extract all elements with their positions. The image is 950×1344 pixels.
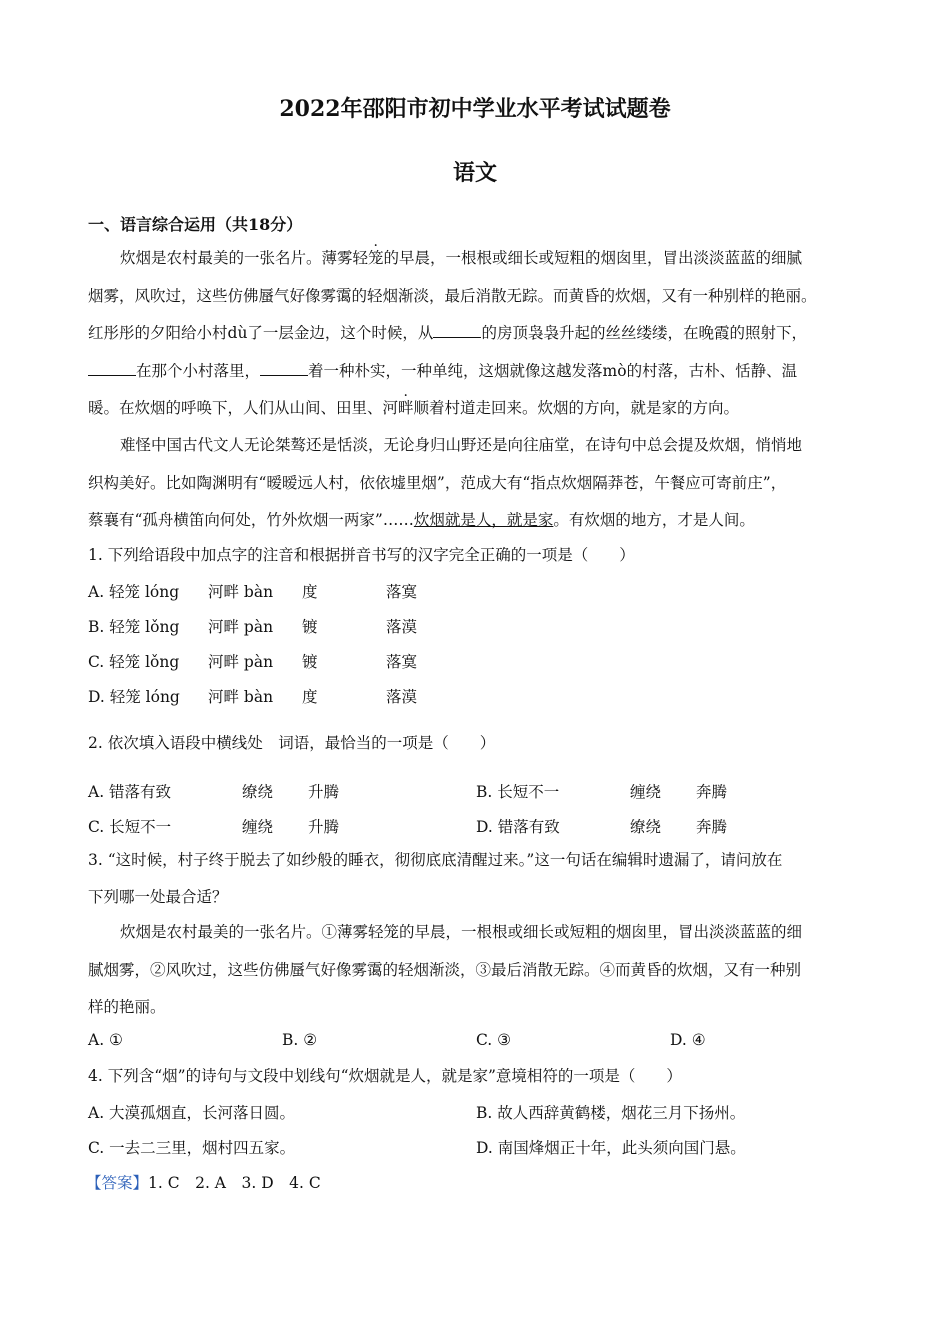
answer-text: 1. C 2. A 3. D 4. C — [148, 1174, 321, 1192]
question-2-stem: 2. 依次填入语段中横线处 词语，最恰当的一项是（ ） — [88, 734, 496, 752]
subject-title: 语文 — [452, 160, 497, 186]
q2-option-d-col1: D. 错落有致 — [476, 818, 560, 836]
q2-option-a-col3: 升腾 — [308, 783, 340, 801]
q2-option-a-col2: 缭绕 — [242, 783, 274, 801]
q1-option-c-col4: 落寞 — [386, 653, 418, 671]
q1-option-c-col1: C. 轻笼 lǒng — [88, 653, 180, 671]
q1-option-a-col3: 度 — [302, 583, 318, 601]
question-1-stem: 1. 下列给语段中加点字的注音和根据拼音书写的汉字完全正确的一项是（ ） — [88, 546, 635, 564]
q1-option-d-col3: 度 — [302, 688, 318, 706]
q2-option-b-col1: B. 长短不一 — [476, 783, 560, 801]
q1-option-c-col3: 镀 — [302, 653, 318, 671]
q1-option-d-col2: 河畔 bàn — [208, 688, 274, 706]
answer-tag: 【答案】 — [86, 1174, 149, 1192]
q2-option-a-col1: A. 错落有致 — [88, 783, 172, 801]
section-heading: 一、语言综合运用（共18分） — [88, 215, 303, 234]
q3-option-d: D. ④ — [670, 1031, 706, 1049]
q4-option-b: B. 故人西辞黄鹤楼，烟花三月下扬州。 — [476, 1104, 746, 1122]
dotted-char: 畔 — [398, 399, 414, 417]
q1-option-b-col3: 镀 — [302, 618, 318, 636]
q2-option-c-col1: C. 长短不一 — [88, 818, 172, 836]
fill-blank — [260, 361, 308, 376]
passage1-line5: 暖。在炊烟的呼唤下，人们从山间、田里、河畔顺着村道走回来。炊烟的方向，就是家的方向。 — [88, 399, 740, 417]
passage2-line1: 难怪中国古代文人无论桀骜还是恬淡，无论身归山野还是向往庙堂，在诗句中总会提及炊烟，悄悄地 — [120, 436, 803, 454]
q3-option-b: B. ② — [282, 1031, 318, 1049]
q1-option-a-col2: 河畔 bàn — [208, 583, 274, 601]
q2-option-d-col2: 缭绕 — [630, 818, 662, 836]
q4-option-d: D. 南国烽烟正十年，此头须向国门悬。 — [476, 1139, 746, 1157]
fill-blank — [433, 323, 481, 338]
q1-option-a-col1: A. 轻笼 lóng — [88, 583, 180, 601]
question-3-stem-line2: 下列哪一处最合适？ — [88, 888, 228, 906]
q4-option-c: C. 一去二三里，烟村四五家。 — [88, 1139, 296, 1157]
fill-blank — [88, 361, 136, 376]
q1-option-d-col4: 落漠 — [386, 688, 418, 706]
passage2-line2: 织构美好。比如陶渊明有“暧暧远人村，依依墟里烟”，范成大有“指点炊烟隔莽苍，午餐应可寄前庄”， — [88, 474, 787, 492]
q1-option-a-col4: 落寞 — [386, 583, 418, 601]
q2-option-b-col3: 奔腾 — [696, 783, 728, 801]
dotted-char: 笼 — [368, 249, 384, 267]
passage1-line3: 红彤彤的夕阳给小村dù了一层金边，这个时候，从 的房顶袅袅升起的丝丝缕缕，在晚霞的照射下， — [88, 324, 807, 342]
answer-line — [86, 1171, 321, 1193]
q1-option-d-col1: D. 轻笼 lóng — [88, 688, 180, 706]
question-4-stem: 4. 下列含“烟”的诗句与文段中划线句“炊烟就是人，就是家”意境相符的一项是（ ） — [88, 1067, 682, 1085]
pinyin: mò — [602, 362, 627, 380]
q2-option-c-col2: 缠绕 — [242, 818, 274, 836]
underlined-sentence: 炊烟就是人，就是家 — [413, 511, 554, 529]
question-3-passage-line2: 腻烟雾，②风吹过，这些仿佛蜃气好像雾霭的轻烟渐淡，③最后消散无踪。④而黄昏的炊烟，又有一种别 — [88, 961, 802, 979]
question-3-passage-line1: 炊烟是农村最美的一张名片。①薄雾轻笼的早晨，一根根或细长或短粗的烟囱里，冒出淡淡蓝蓝的细 — [120, 923, 803, 941]
q2-option-c-col3: 升腾 — [308, 818, 340, 836]
q4-option-a: A. 大漠孤烟直，长河落日圆。 — [88, 1104, 296, 1122]
question-3-passage-line3: 样的艳丽。 — [88, 998, 166, 1016]
question-3-stem-line1: 3. “这时候，村子终于脱去了如纱般的睡衣，彻彻底底清醒过来。”这一句话在编辑时遗漏了，请问放在 — [88, 851, 783, 869]
q3-option-a: A. ① — [88, 1031, 123, 1049]
passage1-line2: 烟雾，风吹过，这些仿佛蜃气好像雾霭的轻烟渐淡，最后消散无踪。而黄昏的炊烟，又有一种别样的艳丽。 — [88, 287, 817, 305]
q1-option-b-col1: B. 轻笼 lǒng — [88, 618, 180, 636]
q2-option-d-col3: 奔腾 — [696, 818, 728, 836]
exam-title: 2022年邵阳市初中学业水平考试试题卷 — [279, 96, 671, 122]
passage2-line3: 蔡襄有“孤舟横笛向何处，竹外炊烟一两家”……炊烟就是人，就是家。有炊烟的地方，才是人间。 — [88, 511, 755, 529]
q1-option-b-col2: 河畔 pàn — [208, 618, 274, 636]
q1-option-b-col4: 落漠 — [386, 618, 418, 636]
pinyin: dù — [227, 324, 248, 342]
passage1-line4: 在那个小村落里， 着一种朴实，一种单纯，这烟就像这越发落mò的村落，古朴、恬静、温 — [88, 361, 797, 381]
q2-option-b-col2: 缠绕 — [630, 783, 662, 801]
q1-option-c-col2: 河畔 pàn — [208, 653, 274, 671]
q3-option-c: C. ③ — [476, 1031, 512, 1049]
passage1-line1: 炊烟是农村最美的一张名片。薄雾轻笼的早晨，一根根或细长或短粗的烟囱里，冒出淡淡蓝蓝的细腻 — [120, 249, 803, 267]
